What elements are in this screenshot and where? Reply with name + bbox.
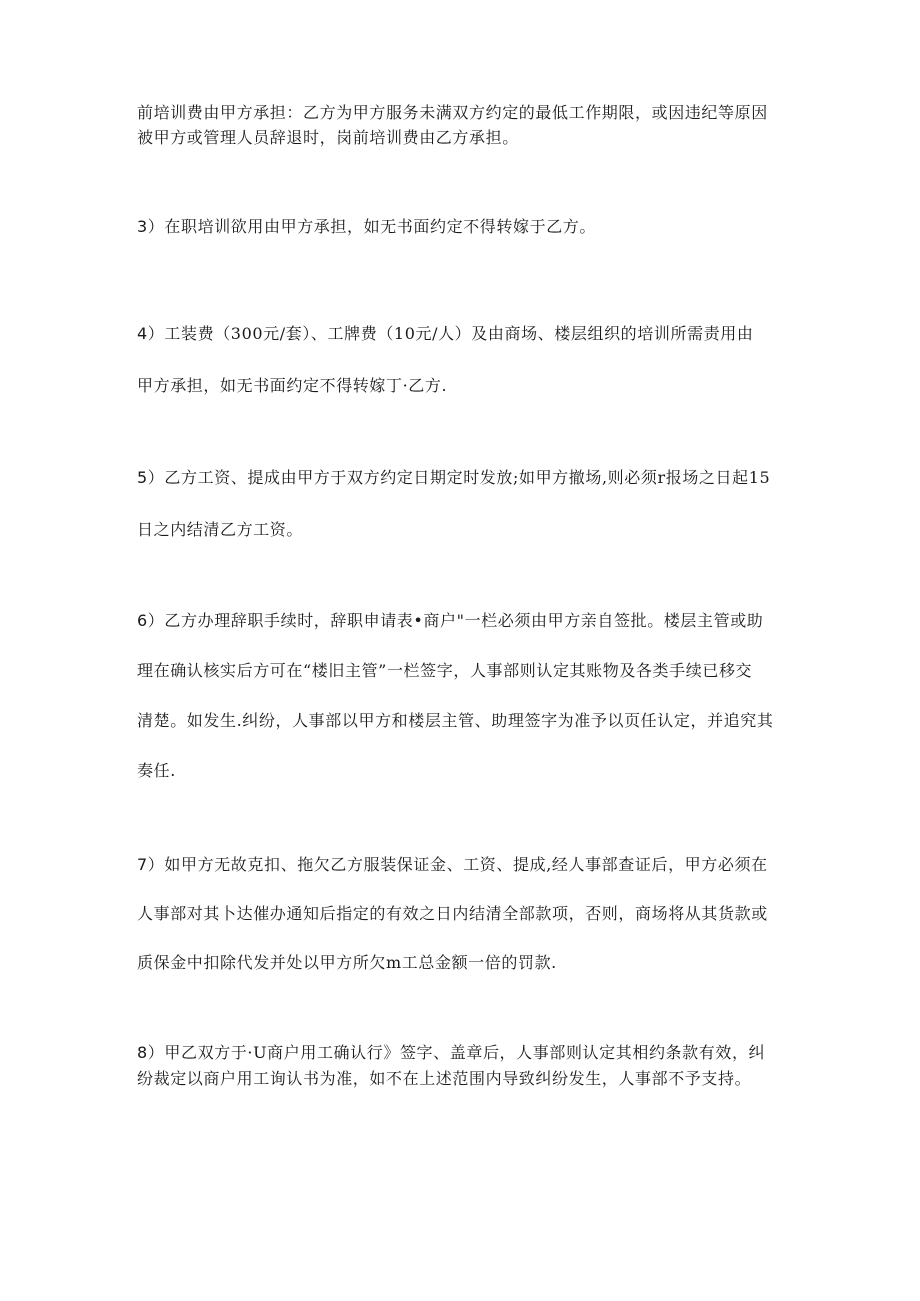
paragraph-line: 奏任. bbox=[137, 761, 176, 780]
paragraph-item-5 bbox=[137, 452, 787, 556]
item-text: 工装费（300元/套）、工牌费（10元/人）及由商场、楼层组织的培训所需责用由 bbox=[164, 324, 754, 343]
paragraph-line: 甲方承担，如无书面约定不得转嫁丁·乙方. bbox=[137, 376, 448, 395]
item-number: 4） bbox=[137, 324, 165, 343]
paragraph-item-8 bbox=[137, 1040, 787, 1092]
item-number: 6） bbox=[137, 611, 165, 630]
paragraph-line bbox=[137, 308, 787, 360]
paragraph-line: 理在确认核实后方可在“楼旧主管”一栏签字，人事部则认定其账物及各类手续已移交 bbox=[137, 661, 753, 680]
item-text: 乙方办理辞职手续时，辞职申请表•商户"一栏必须由甲方亲自签批。楼层主管或助 bbox=[164, 611, 764, 630]
item-number: 8） bbox=[137, 1043, 165, 1062]
paragraph-intro bbox=[137, 100, 787, 150]
paragraph-item-4 bbox=[137, 308, 787, 412]
item-number: 5） bbox=[137, 468, 165, 487]
item-number: 3） bbox=[137, 217, 165, 236]
paragraph-line: 日之内结清乙方工资。 bbox=[137, 520, 304, 539]
paragraph-line: 纷裁定以商户用工询认书为准，如不在上述范围内导致纠纷发生，人事部不予支持。 bbox=[137, 1069, 752, 1088]
paragraph-line bbox=[137, 452, 787, 504]
paragraph-line bbox=[137, 596, 787, 646]
paragraph-line: 清楚。如发生.纠纷，人事部以甲方和楼层主管、助理签字为准予以页任认定，并追究其 bbox=[137, 711, 774, 730]
paragraph-item-3 bbox=[137, 214, 787, 239]
item-text: 如甲方无故克扣、拖欠乙方服装保证金、工资、提成,经人事部查证后，甲方必须在 bbox=[164, 855, 768, 874]
item-text: 在职培训欲用由甲方承担，如无书面约定不得转嫁于乙方。 bbox=[164, 217, 596, 236]
paragraph-item-7 bbox=[137, 840, 787, 987]
paragraph-line bbox=[137, 214, 787, 239]
paragraph-line: 人事部对其卜达催办通知后指定的有效之日内结清全部款项，否则，商场将从其货款或 bbox=[137, 904, 768, 923]
paragraph-item-6 bbox=[137, 596, 787, 796]
item-text: 乙方工资、提成由甲方于双方约定日期定时发放;如甲方撤场,则必须r报场之日起15 bbox=[164, 468, 771, 487]
paragraph-line: 被甲方或管理人员辞退时，岗前培训费由乙方承担。 bbox=[137, 128, 519, 147]
paragraph-line: 质保金中扣除代发并处以甲方所欠m工总金额一倍的罚款. bbox=[137, 953, 557, 972]
paragraph-line bbox=[137, 840, 787, 889]
paragraph-line bbox=[137, 1040, 787, 1066]
item-number: 7） bbox=[137, 855, 165, 874]
item-text: 甲乙双方于·U商户用工确认行》签字、盖章后，人事部则认定其相约条款有效，纠 bbox=[164, 1043, 766, 1062]
paragraph-line: 前培训费由甲方承担：乙方为甲方服务未满双方约定的最低工作期限，或因违纪等原因 bbox=[137, 103, 768, 122]
